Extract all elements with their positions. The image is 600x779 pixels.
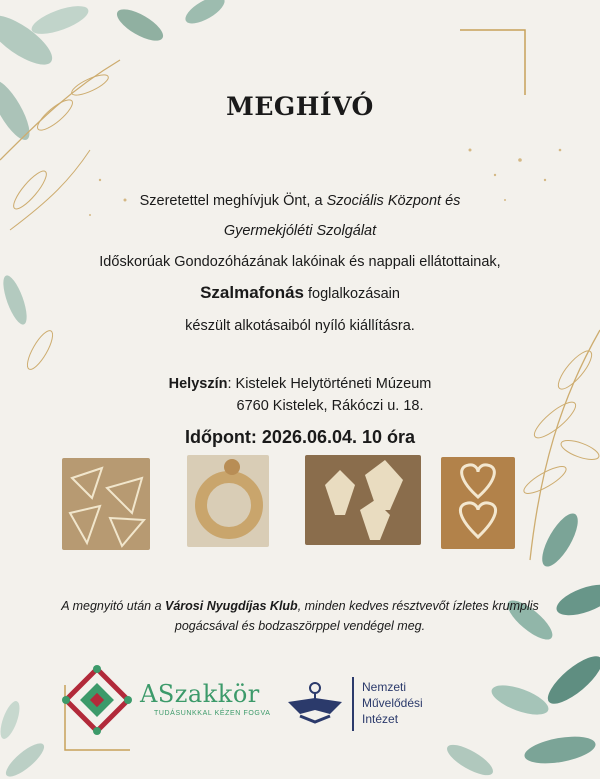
straw-stars-photo bbox=[62, 458, 150, 550]
straw-wreath-photo bbox=[187, 455, 269, 547]
logo-divider bbox=[352, 677, 354, 731]
intro-line-4 bbox=[0, 283, 600, 303]
footer-note-line-2: pogácsával és bodzaszörppel vendégel meg. bbox=[174, 619, 426, 633]
intro-line-4-rest: foglalkozásain bbox=[304, 286, 400, 302]
workshop-name: Szalmafonás bbox=[200, 283, 304, 302]
nmi-line-2: Művelődési bbox=[362, 696, 423, 710]
straw-hearts-photo bbox=[441, 457, 515, 549]
location-label: Helyszín bbox=[168, 376, 228, 392]
intro-prefix: Szeretettel meghívjuk Önt, a bbox=[139, 193, 327, 209]
aszakkor-logo bbox=[140, 680, 275, 717]
intro-line-1 bbox=[0, 193, 600, 209]
footer-note-rest: , minden kedves résztvevőt ízletes krumplis bbox=[297, 599, 539, 613]
intro-line-5: készült alkotásaiból nyíló kiállításra. bbox=[185, 318, 415, 334]
club-name: Városi Nyugdíjas Klub bbox=[165, 599, 298, 613]
nmi-line-1: Nemzeti bbox=[362, 680, 407, 694]
location-address: 6760 Kistelek, Rákóczi u. 18. bbox=[236, 398, 424, 414]
footer-note-prefix: A megnyitó után a bbox=[61, 599, 166, 613]
event-time: Időpont: 2026.06.04. 10 óra bbox=[184, 427, 416, 447]
organization-name-part2: Gyermekjóléti Szolgálat bbox=[223, 223, 377, 239]
aszakkor-tagline: TUDÁSUNKKAL KÉZEN FOGVA bbox=[154, 710, 271, 717]
nmi-line-3: Intézet bbox=[362, 712, 399, 726]
location-venue: : Kistelek Helytörténeti Múzeum bbox=[227, 376, 432, 392]
page-title: MEGHÍVÓ bbox=[226, 92, 374, 121]
straw-angels-photo bbox=[305, 455, 421, 545]
location-line bbox=[0, 376, 600, 392]
footer-note-line-1 bbox=[0, 599, 600, 613]
intro-line-3: Időskorúak Gondozóházának lakóinak és nappali ellátottainak, bbox=[99, 254, 501, 270]
nmi-emblem-icon bbox=[286, 680, 344, 726]
aszakkor-name: ASzakkör bbox=[140, 680, 260, 708]
nmi-logo-text bbox=[362, 679, 423, 727]
organization-name-part1: Szociális Központ és bbox=[326, 193, 461, 209]
folk-ornament-logo bbox=[62, 665, 132, 735]
